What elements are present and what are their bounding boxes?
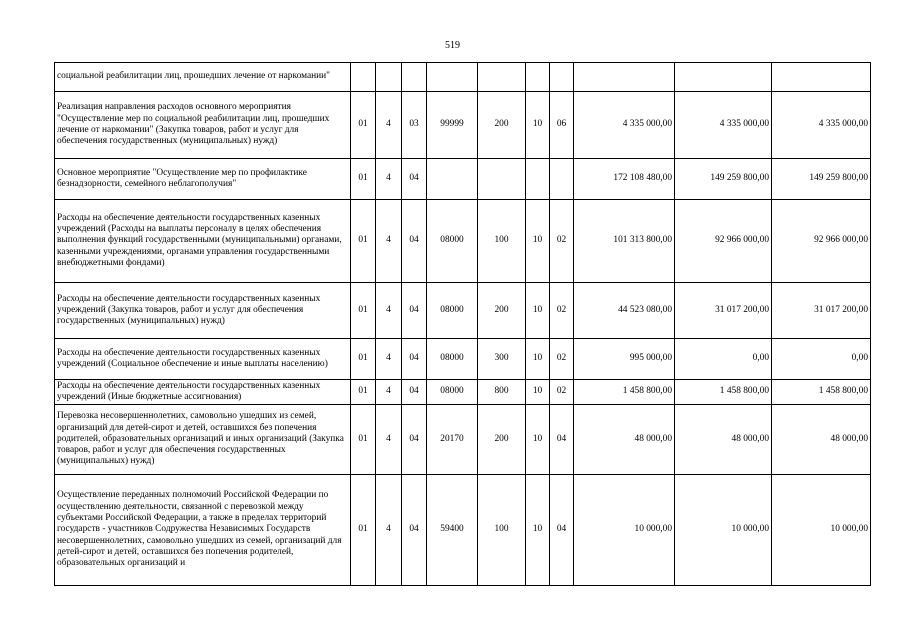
amount-cell: 172 108 480,00 — [574, 159, 675, 200]
code-cell — [478, 63, 526, 92]
amount-cell: 31 017 200,00 — [675, 283, 772, 339]
table-row — [55, 92, 871, 159]
code-cell — [402, 63, 427, 92]
code-cell: 01 — [351, 339, 376, 380]
code-cell: 08000 — [427, 283, 478, 339]
amount-cell: 92 966 000,00 — [772, 200, 871, 283]
code-cell: 01 — [351, 92, 376, 159]
code-cell: 01 — [351, 283, 376, 339]
code-cell: 10 — [526, 283, 550, 339]
amount-cell: 149 259 800,00 — [675, 159, 772, 200]
code-cell: 03 — [402, 92, 427, 159]
amount-cell: 48 000,00 — [574, 405, 675, 475]
amount-cell: 48 000,00 — [772, 405, 871, 475]
code-cell: 200 — [478, 92, 526, 159]
amount-cell: 149 259 800,00 — [772, 159, 871, 200]
description-cell: Основное мероприятие "Осуществление мер по профилактике безнадзорности, семейного неблагополучия" — [55, 159, 351, 200]
table-row — [55, 405, 871, 475]
table-row — [55, 339, 871, 380]
code-cell: 08000 — [427, 200, 478, 283]
amount-cell: 4 335 000,00 — [772, 92, 871, 159]
amount-cell: 995 000,00 — [574, 339, 675, 380]
code-cell: 4 — [376, 159, 402, 200]
code-cell: 10 — [526, 380, 550, 405]
amount-cell: 48 000,00 — [675, 405, 772, 475]
code-cell: 01 — [351, 200, 376, 283]
code-cell: 04 — [402, 200, 427, 283]
table-row — [55, 380, 871, 405]
description-cell: Реализация направления расходов основного мероприятия "Осуществление мер по социальной реабилитации лиц, прошедших лечение от наркомании" (Закупка товаров, работ и услуг для обеспечения государственных (муниципальных) нужд) — [55, 92, 351, 159]
code-cell: 20170 — [427, 405, 478, 475]
amount-cell: 0,00 — [772, 339, 871, 380]
code-cell: 10 — [526, 405, 550, 475]
code-cell: 04 — [402, 405, 427, 475]
description-cell: Расходы на обеспечение деятельности государственных казенных учреждений (Иные бюджетные ассигнования) — [55, 380, 351, 405]
amount-cell — [772, 63, 871, 92]
code-cell: 4 — [376, 380, 402, 405]
code-cell: 10 — [526, 339, 550, 380]
code-cell: 100 — [478, 200, 526, 283]
code-cell — [478, 159, 526, 200]
table-row — [55, 283, 871, 339]
table-row — [55, 200, 871, 283]
code-cell: 10 — [526, 92, 550, 159]
code-cell: 04 — [550, 405, 574, 475]
amount-cell: 1 458 800,00 — [574, 380, 675, 405]
table-row — [55, 475, 871, 586]
description-cell: Расходы на обеспечение деятельности государственных казенных учреждений (Социальное обеспечение и иные выплаты населению) — [55, 339, 351, 380]
budget-table — [54, 62, 871, 586]
page-number: 519 — [445, 40, 460, 51]
code-cell: 01 — [351, 380, 376, 405]
code-cell: 99999 — [427, 92, 478, 159]
code-cell — [526, 159, 550, 200]
amount-cell: 92 966 000,00 — [675, 200, 772, 283]
amount-cell — [675, 63, 772, 92]
code-cell: 08000 — [427, 339, 478, 380]
code-cell: 4 — [376, 339, 402, 380]
code-cell: 01 — [351, 159, 376, 200]
code-cell — [550, 159, 574, 200]
code-cell: 200 — [478, 405, 526, 475]
code-cell — [376, 63, 402, 92]
description-cell: Перевозка несовершеннолетних, самовольно ушедших из семей, организаций для детей-сирот и детей, оставшихся без попечения родителей, образовательных организаций и иных организаций (Закупка товаров, работ и услуг для обеспечения государственных (муниципальных) нужд) — [55, 405, 351, 475]
amount-cell: 1 458 800,00 — [772, 380, 871, 405]
code-cell: 4 — [376, 200, 402, 283]
amount-cell: 101 313 800,00 — [574, 200, 675, 283]
code-cell: 4 — [376, 405, 402, 475]
code-cell: 4 — [376, 283, 402, 339]
code-cell: 4 — [376, 92, 402, 159]
description-cell: Расходы на обеспечение деятельности государственных казенных учреждений (Расходы на выплаты персоналу в целях обеспечения выполнения функций государственными (муниципальными) органами, казенными учреждениями, органами управления государственными внебюджетными фондами) — [55, 200, 351, 283]
code-cell: 01 — [351, 475, 376, 586]
code-cell: 4 — [376, 475, 402, 586]
amount-cell: 10 000,00 — [574, 475, 675, 586]
code-cell: 200 — [478, 283, 526, 339]
code-cell: 04 — [402, 475, 427, 586]
code-cell: 10 — [526, 200, 550, 283]
amount-cell: 10 000,00 — [675, 475, 772, 586]
code-cell: 01 — [351, 405, 376, 475]
code-cell — [351, 63, 376, 92]
code-cell: 10 — [526, 475, 550, 586]
amount-cell — [574, 63, 675, 92]
amount-cell: 44 523 080,00 — [574, 283, 675, 339]
code-cell: 100 — [478, 475, 526, 586]
amount-cell: 10 000,00 — [772, 475, 871, 586]
code-cell — [427, 159, 478, 200]
code-cell — [526, 63, 550, 92]
amount-cell: 1 458 800,00 — [675, 380, 772, 405]
amount-cell: 4 335 000,00 — [574, 92, 675, 159]
amount-cell: 0,00 — [675, 339, 772, 380]
code-cell: 04 — [402, 283, 427, 339]
description-cell: Осуществление переданных полномочий Российской Федерации по осуществлению деятельности, связанной с перевозкой между субъектами Российской Федерации, а также в пределах территорий государств - участников Содружества Независимых Государств несовершеннолетних, самовольно ушедших из семей, организаций для детей-сирот и детей, оставшихся без попечения родителей, образовательных организаций и — [55, 475, 351, 586]
code-cell: 02 — [550, 380, 574, 405]
table-row — [55, 159, 871, 200]
amount-cell: 4 335 000,00 — [675, 92, 772, 159]
description-cell: социальной реабилитации лиц, прошедших лечение от наркомании" — [55, 63, 351, 92]
amount-cell: 31 017 200,00 — [772, 283, 871, 339]
code-cell: 04 — [402, 380, 427, 405]
table-row — [55, 63, 871, 92]
code-cell: 02 — [550, 339, 574, 380]
table-body — [55, 63, 871, 586]
code-cell: 02 — [550, 200, 574, 283]
code-cell: 08000 — [427, 380, 478, 405]
code-cell: 300 — [478, 339, 526, 380]
code-cell: 04 — [402, 159, 427, 200]
code-cell: 02 — [550, 283, 574, 339]
description-cell: Расходы на обеспечение деятельности государственных казенных учреждений (Закупка товаров, работ и услуг для обеспечения государственных (муниципальных) нужд) — [55, 283, 351, 339]
code-cell: 06 — [550, 92, 574, 159]
code-cell: 04 — [550, 475, 574, 586]
code-cell: 59400 — [427, 475, 478, 586]
code-cell: 800 — [478, 380, 526, 405]
code-cell — [550, 63, 574, 92]
code-cell: 04 — [402, 339, 427, 380]
code-cell — [427, 63, 478, 92]
